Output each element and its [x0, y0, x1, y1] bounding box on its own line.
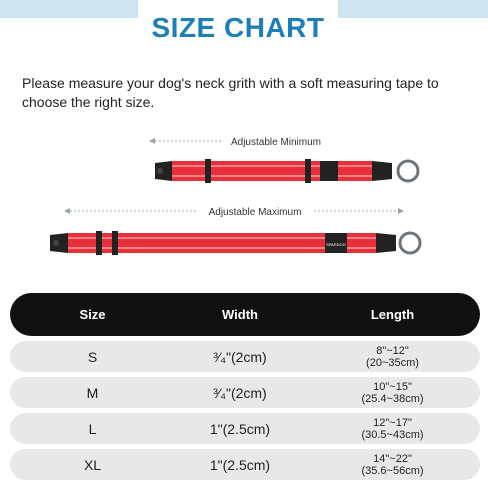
collar-large [50, 231, 420, 255]
length-inches: 8"~12" [376, 344, 409, 357]
collar-tag: SPARDOG [326, 242, 346, 247]
table-row [10, 341, 480, 372]
table-row [10, 377, 480, 408]
cell-width: 1"(2.5cm) [209, 420, 271, 437]
length-cm: (20~35cm) [366, 356, 419, 369]
collar-small [155, 159, 418, 183]
length-cm: (30.5~43cm) [361, 428, 424, 441]
table-header [10, 293, 480, 336]
collar-diagram [0, 125, 488, 285]
cell-length [305, 345, 480, 369]
max-label: Adjustable Maximum [208, 207, 302, 218]
cell-length [305, 453, 480, 477]
instruction-text: Please measure your dog's neck grith with a soft measuring tape to choose the right size. [22, 75, 439, 110]
cell-size: M [86, 384, 99, 401]
cell-size: S [87, 348, 98, 365]
table-row [10, 449, 480, 480]
table-row [10, 413, 480, 444]
header-length: Length [370, 307, 415, 322]
title-badge [138, 0, 338, 56]
min-label: Adjustable Minimum [230, 137, 322, 148]
length-cm: (35.6~56cm) [361, 464, 424, 477]
cell-length [305, 417, 480, 441]
length-cm: (25.4~38cm) [361, 392, 424, 405]
max-measure-line [64, 203, 404, 219]
cell-width: 1"(2.5cm) [209, 456, 271, 473]
cell-size: L [88, 420, 97, 437]
cell-width: ³⁄₄"(2cm) [213, 384, 267, 401]
length-inches: 10"~15" [373, 380, 412, 393]
length-inches: 12"~17" [373, 416, 412, 429]
header-size: Size [79, 307, 106, 322]
cell-size: XL [83, 456, 102, 473]
cell-width: ³⁄₄"(2cm) [213, 348, 267, 365]
cell-length [305, 381, 480, 405]
length-inches: 14"~22" [373, 452, 412, 465]
collar-illustration [0, 125, 488, 285]
page-title: SIZE CHART [151, 12, 325, 43]
header-width: Width [222, 307, 258, 322]
min-measure-line [149, 133, 331, 149]
size-table [10, 293, 480, 480]
